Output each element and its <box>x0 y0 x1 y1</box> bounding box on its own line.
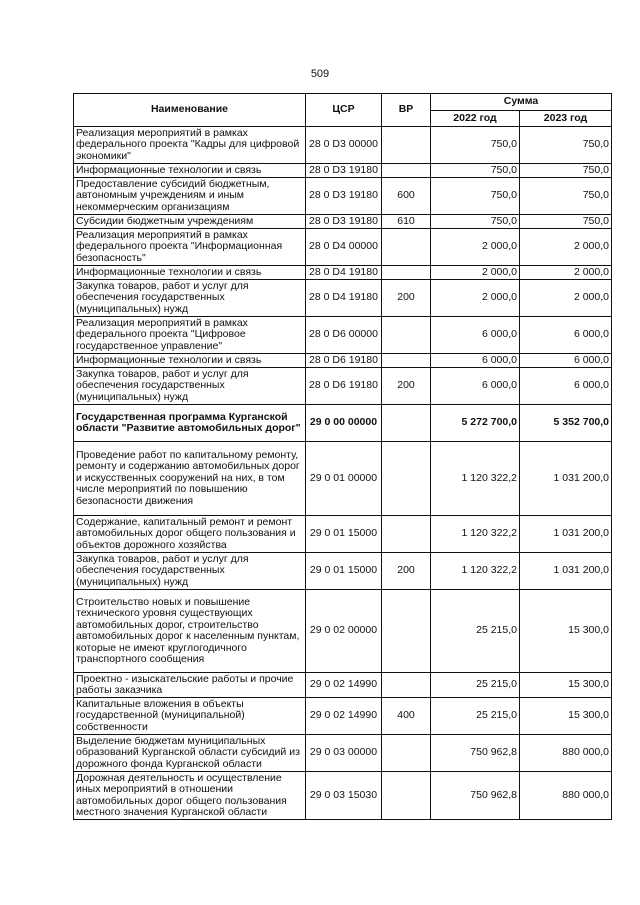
cell-2023: 1 031 200,0 <box>520 442 612 516</box>
cell-csr: 29 0 02 00000 <box>306 590 382 673</box>
page-number: 509 <box>310 68 330 80</box>
cell-2023: 15 300,0 <box>520 673 612 698</box>
table-row <box>74 698 612 735</box>
cell-csr: 28 0 D3 19180 <box>306 215 382 229</box>
cell-name: Закупка товаров, работ и услуг для обеспечения государственных (муниципальных) нужд <box>74 553 306 590</box>
cell-name: Капитальные вложения в объекты государственной (муниципальной) собственности <box>74 698 306 735</box>
cell-name: Предоставление субсидий бюджетным, автономным учреждениям и иным некоммерческим организациям <box>74 178 306 215</box>
table-row <box>74 772 612 820</box>
cell-2023: 750,0 <box>520 164 612 178</box>
cell-2023: 1 031 200,0 <box>520 516 612 553</box>
cell-csr: 29 0 02 14990 <box>306 698 382 735</box>
cell-name: Субсидии бюджетным учреждениям <box>74 215 306 229</box>
table-row <box>74 164 612 178</box>
cell-name: Информационные технологии и связь <box>74 266 306 280</box>
cell-csr: 29 0 01 00000 <box>306 442 382 516</box>
cell-2023: 2 000,0 <box>520 280 612 317</box>
cell-2022: 1 120 322,2 <box>431 553 520 590</box>
cell-2023: 15 300,0 <box>520 590 612 673</box>
cell-2023: 5 352 700,0 <box>520 405 612 442</box>
cell-vr <box>382 354 431 368</box>
cell-2022: 6 000,0 <box>431 354 520 368</box>
column-header-sum: Сумма <box>431 94 612 111</box>
cell-name: Государственная программа Курганской области "Развитие автомобильных дорог" <box>74 405 306 442</box>
cell-csr: 29 0 03 00000 <box>306 735 382 772</box>
cell-2022: 25 215,0 <box>431 673 520 698</box>
cell-name: Информационные технологии и связь <box>74 164 306 178</box>
table-row <box>74 735 612 772</box>
table-row <box>74 266 612 280</box>
cell-2022: 5 272 700,0 <box>431 405 520 442</box>
cell-vr: 200 <box>382 280 431 317</box>
cell-2022: 750 962,8 <box>431 772 520 820</box>
cell-name: Закупка товаров, работ и услуг для обеспечения государственных (муниципальных) нужд <box>74 368 306 405</box>
cell-vr <box>382 127 431 164</box>
cell-2022: 750,0 <box>431 215 520 229</box>
cell-csr: 28 0 D3 19180 <box>306 164 382 178</box>
column-header-vr: ВР <box>382 94 431 127</box>
cell-2022: 6 000,0 <box>431 368 520 405</box>
cell-vr <box>382 442 431 516</box>
cell-2022: 1 120 322,2 <box>431 442 520 516</box>
table-row-program <box>74 405 612 442</box>
cell-csr: 28 0 D6 19180 <box>306 354 382 368</box>
cell-csr: 29 0 02 14990 <box>306 673 382 698</box>
cell-vr: 400 <box>382 698 431 735</box>
cell-vr <box>382 164 431 178</box>
cell-2023: 880 000,0 <box>520 735 612 772</box>
cell-2022: 2 000,0 <box>431 229 520 266</box>
table-row <box>74 354 612 368</box>
cell-name: Дорожная деятельность и осуществление иных мероприятий в отношении автомобильных дорог общего пользования местного значения Курганской области <box>74 772 306 820</box>
cell-2023: 15 300,0 <box>520 698 612 735</box>
cell-2022: 750,0 <box>431 164 520 178</box>
cell-vr: 600 <box>382 178 431 215</box>
cell-csr: 28 0 D4 00000 <box>306 229 382 266</box>
table-header-row <box>74 94 612 111</box>
cell-csr: 28 0 D3 19180 <box>306 178 382 215</box>
cell-2022: 1 120 322,2 <box>431 516 520 553</box>
cell-name: Информационные технологии и связь <box>74 354 306 368</box>
cell-2022: 750,0 <box>431 127 520 164</box>
cell-vr: 200 <box>382 368 431 405</box>
cell-csr: 29 0 01 15000 <box>306 553 382 590</box>
cell-csr: 28 0 D3 00000 <box>306 127 382 164</box>
cell-csr: 29 0 00 00000 <box>306 405 382 442</box>
cell-name: Проведение работ по капитальному ремонту, ремонту и содержанию автомобильных дорог и искусственных сооружений на них, в том числе мероприятий по повышению безопасности движения <box>74 442 306 516</box>
cell-name: Реализация мероприятий в рамках федерального проекта "Кадры для цифровой экономики" <box>74 127 306 164</box>
cell-2023: 750,0 <box>520 127 612 164</box>
cell-name: Реализация мероприятий в рамках федерального проекта "Информационная безопасность" <box>74 229 306 266</box>
cell-vr: 610 <box>382 215 431 229</box>
table-row <box>74 127 612 164</box>
cell-csr: 28 0 D6 19180 <box>306 368 382 405</box>
table-row <box>74 215 612 229</box>
table-row <box>74 673 612 698</box>
cell-2022: 6 000,0 <box>431 317 520 354</box>
table-row <box>74 553 612 590</box>
table-row <box>74 368 612 405</box>
cell-csr: 28 0 D4 19180 <box>306 266 382 280</box>
cell-name: Содержание, капитальный ремонт и ремонт автомобильных дорог общего пользования и объектов дорожного хозяйства <box>74 516 306 553</box>
table-row <box>74 590 612 673</box>
budget-table <box>73 93 612 820</box>
cell-csr: 28 0 D6 00000 <box>306 317 382 354</box>
cell-2023: 6 000,0 <box>520 317 612 354</box>
cell-csr: 29 0 03 15030 <box>306 772 382 820</box>
column-header-name: Наименование <box>74 94 306 127</box>
cell-csr: 28 0 D4 19180 <box>306 280 382 317</box>
cell-2023: 2 000,0 <box>520 229 612 266</box>
cell-name: Выделение бюджетам муниципальных образований Курганской области субсидий из дорожного фонда Курганской области <box>74 735 306 772</box>
cell-name: Строительство новых и повышение технического уровня существующих автомобильных дорог, строительство автомобильных дорог к населенным пунктам, которые не имеют круглогодичного транспортного сообщения <box>74 590 306 673</box>
cell-2022: 25 215,0 <box>431 698 520 735</box>
cell-vr <box>382 735 431 772</box>
cell-2022: 2 000,0 <box>431 280 520 317</box>
table-row <box>74 178 612 215</box>
column-header-csr: ЦСР <box>306 94 382 127</box>
cell-name: Закупка товаров, работ и услуг для обеспечения государственных (муниципальных) нужд <box>74 280 306 317</box>
cell-vr <box>382 673 431 698</box>
cell-vr <box>382 229 431 266</box>
table-row <box>74 280 612 317</box>
cell-2023: 6 000,0 <box>520 368 612 405</box>
cell-2023: 6 000,0 <box>520 354 612 368</box>
cell-2023: 2 000,0 <box>520 266 612 280</box>
table-row <box>74 516 612 553</box>
cell-vr <box>382 405 431 442</box>
column-header-year-2022: 2022 год <box>431 111 520 127</box>
cell-2023: 1 031 200,0 <box>520 553 612 590</box>
cell-2022: 25 215,0 <box>431 590 520 673</box>
cell-2022: 750 962,8 <box>431 735 520 772</box>
column-header-year-2023: 2023 год <box>520 111 612 127</box>
table-row <box>74 229 612 266</box>
table-row <box>74 442 612 516</box>
cell-vr <box>382 772 431 820</box>
cell-2022: 2 000,0 <box>431 266 520 280</box>
cell-2022: 750,0 <box>431 178 520 215</box>
cell-vr <box>382 317 431 354</box>
cell-name: Реализация мероприятий в рамках федерального проекта "Цифровое государственное управление" <box>74 317 306 354</box>
cell-csr: 29 0 01 15000 <box>306 516 382 553</box>
cell-vr <box>382 266 431 280</box>
cell-name: Проектно - изыскательские работы и прочие работы заказчика <box>74 673 306 698</box>
table-body <box>74 127 612 820</box>
cell-vr <box>382 590 431 673</box>
cell-2023: 880 000,0 <box>520 772 612 820</box>
cell-vr: 200 <box>382 553 431 590</box>
cell-2023: 750,0 <box>520 215 612 229</box>
table-row <box>74 317 612 354</box>
cell-vr <box>382 516 431 553</box>
cell-2023: 750,0 <box>520 178 612 215</box>
